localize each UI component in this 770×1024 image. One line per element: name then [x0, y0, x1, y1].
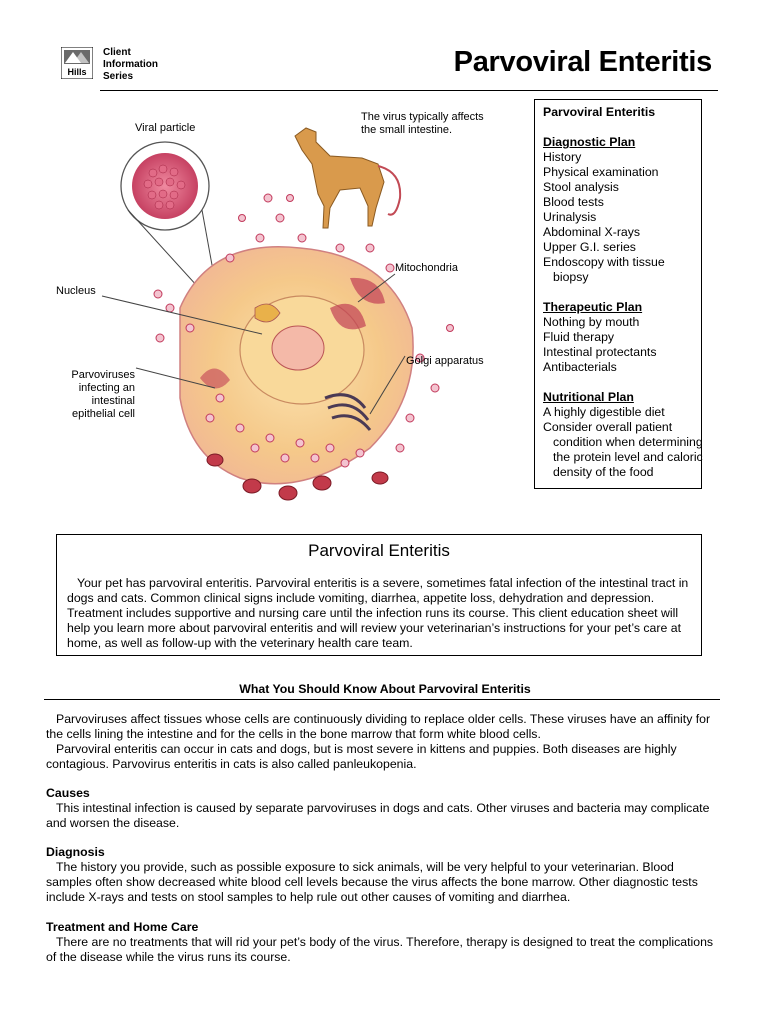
- diagnostic-item: Abdominal X-rays: [543, 225, 641, 239]
- summary-title: Parvoviral Enteritis: [308, 541, 450, 560]
- series-line: Information: [103, 59, 158, 70]
- label-line: The virus typically affects: [361, 111, 484, 123]
- therapeutic-item: Intestinal protectants: [543, 345, 657, 359]
- series-line: Client: [103, 47, 131, 58]
- label-virus-affects: [361, 111, 484, 137]
- treatment-section: [46, 920, 718, 965]
- care-plan-sidebar: [534, 99, 702, 489]
- intro-paragraph: Parvoviruses affect tissues whose cells are continuously dividing to replace older cells. These viruses have an affinity for the cells lining the intestine and for the cells in the bone marrow that form white blood cells.: [46, 712, 711, 741]
- diagnostic-item: Endoscopy with tissue biopsy: [543, 255, 665, 284]
- summary-box: [56, 534, 702, 656]
- therapeutic-item: Fluid therapy: [543, 330, 615, 344]
- label-mitochondria: Mitochondria: [395, 262, 458, 274]
- hills-logo: [61, 47, 93, 79]
- diagnosis-section: [46, 845, 718, 905]
- sidebar-title: Parvoviral Enteritis: [543, 105, 656, 119]
- label-nucleus: Nucleus: [56, 285, 96, 297]
- causes-heading: Causes: [46, 786, 90, 800]
- nutritional-item: Consider overall patient condition when determining the protein level and caloric density of the food: [543, 420, 703, 479]
- diagnosis-heading: Diagnosis: [46, 845, 105, 859]
- section-divider: [44, 699, 720, 700]
- nutritional-plan-heading: Nutritional Plan: [543, 390, 634, 404]
- diagnostic-item: Stool analysis: [543, 180, 619, 194]
- label-parvo-cell: [40, 369, 135, 421]
- svg-text:Hills: Hills: [67, 67, 87, 77]
- therapeutic-item: Nothing by mouth: [543, 315, 640, 329]
- treatment-heading: Treatment and Home Care: [46, 920, 199, 934]
- series-line: Series: [103, 71, 134, 82]
- label-golgi: Golgi apparatus: [406, 355, 484, 367]
- client-information-series: [103, 47, 158, 83]
- diagnostic-plan-heading: Diagnostic Plan: [543, 135, 636, 149]
- label-line: epithelial cell: [72, 408, 135, 420]
- dog-image: [295, 128, 400, 228]
- diagnostic-item: Blood tests: [543, 195, 604, 209]
- causes-section: [46, 786, 718, 831]
- diagnostic-item: Upper G.I. series: [543, 240, 636, 254]
- diagnostic-item: Urinalysis: [543, 210, 597, 224]
- nutritional-item: A highly digestible diet: [543, 405, 665, 419]
- diagnosis-text: The history you provide, such as possible exposure to sick animals, will be very helpful to your veterinarian. Blood samples often show decreased white blood cell levels because the virus affects the bone marrow. Other diagnostic tests include X-rays and tests on stool samples to help rule out other causes of vomiting and diarrhea.: [46, 860, 698, 904]
- intro-paragraph: Parvoviral enteritis can occur in cats and dogs, but is most severe in kittens and puppies. Both diseases are highly contagious. Parvovirus enteritis in cats is also called panleukopenia.: [46, 742, 677, 771]
- label-line: Parvoviruses: [71, 369, 135, 381]
- parvovirus-illustration: [40, 98, 530, 518]
- epithelial-cell-image: [180, 247, 413, 484]
- intro-section: [46, 712, 718, 772]
- therapeutic-plan-heading: Therapeutic Plan: [543, 300, 643, 314]
- causes-text: This intestinal infection is caused by separate parvoviruses in dogs and cats. Other viruses and bacteria may complicate and worsen the disease.: [46, 801, 710, 830]
- section-heading: What You Should Know About Parvoviral Enteritis: [239, 682, 531, 696]
- header-divider: [100, 90, 718, 91]
- therapeutic-item: Antibacterials: [543, 360, 617, 374]
- label-line: the small intestine.: [361, 124, 453, 136]
- page-title: Parvoviral Enteritis: [453, 46, 712, 78]
- label-line: intestinal: [91, 395, 135, 407]
- treatment-text: There are no treatments that will rid your pet’s body of the virus. Therefore, therapy is designed to treat the complications of the disease while the virus runs its course.: [46, 935, 714, 964]
- diagnostic-item: Physical examination: [543, 165, 659, 179]
- label-viral-particle: Viral particle: [135, 122, 196, 134]
- label-line: infecting an: [78, 382, 135, 394]
- diagnostic-item: History: [543, 150, 582, 164]
- summary-text: Your pet has parvoviral enteritis. Parvoviral enteritis is a severe, sometimes fatal infection of the intestinal tract in dogs and cats. Common clinical signs include vomiting, diarrhea, appetite loss, dehydration and depression. Treatment includes supportive and nursing care until the infection runs its course. This client education sheet will help you learn more about parvoviral enteritis and will review your veterinarian’s instructions for your pet’s care at home, as well as follow-up with the veterinary health care team.: [67, 576, 689, 650]
